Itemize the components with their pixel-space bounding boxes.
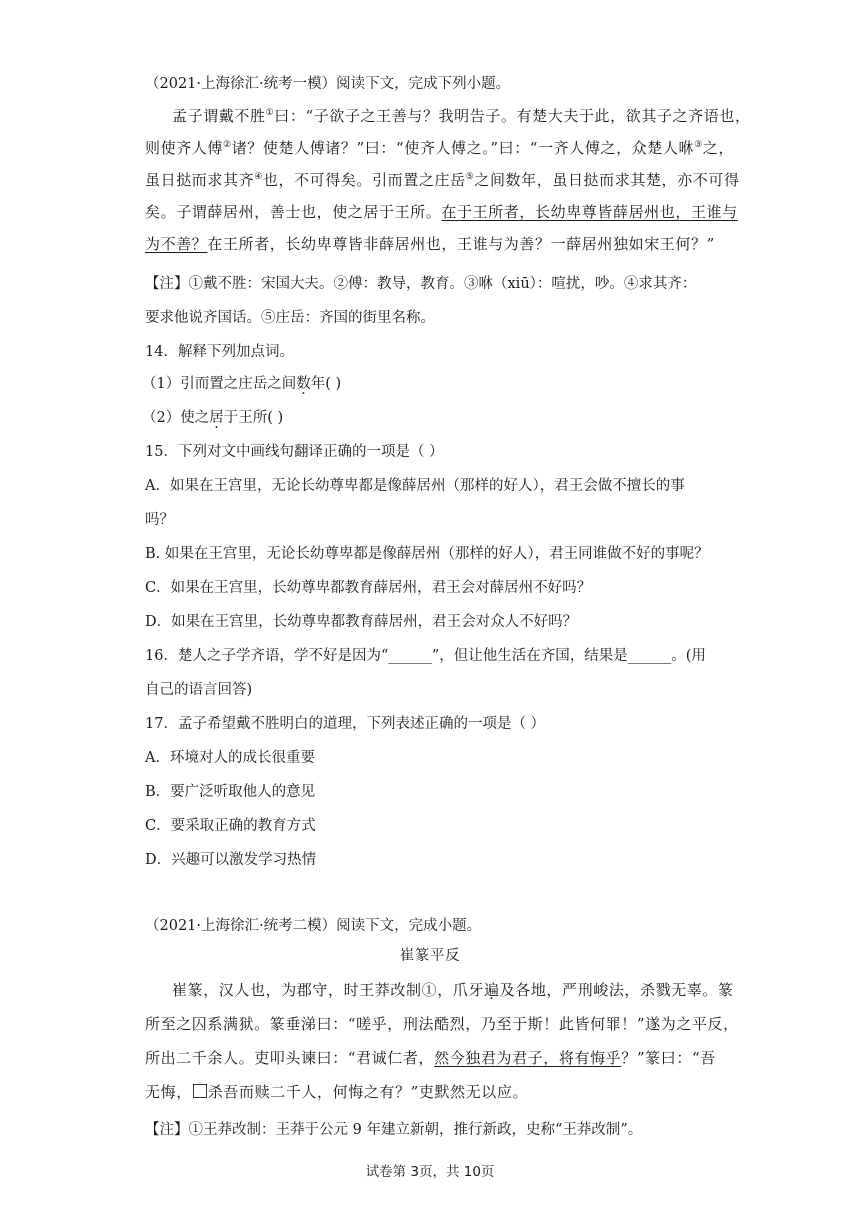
source-line-2: （2021·上海徐汇·统考二模）阅读下文，完成小题。 [145,918,482,934]
passage-line: 无悔， 杀吾而赎二千人，何悔之有？”吏默然无以应。 [145,1083,529,1101]
notes-line: 【注】①王莽改制：王莽于公元 9 年建立新朝，推行新政，史称“王莽改制”。 [145,1122,643,1138]
option-b: B. 如果在王宫里，无论长幼尊卑都是像薛居州（那样的好人），君王同谁做不好的事呢？ [145,546,709,562]
question-15-stem: 15．下列对文中画线句翻译正确的一项是（ ） [145,444,444,460]
question-16-line-1: 16．楚人之子学齐语，学不好是因为“______”，但让他生活在齐国，结果是______。(用 [145,648,706,664]
page-footer: 试卷第 3页，共 10页 [365,1164,495,1180]
passage-title: 崔篆平反 [399,948,461,964]
option-a: A．环境对人的成长很重要 [145,750,315,766]
dotted-word: 居 [209,410,224,426]
option-a-cont: 吗？ [145,512,174,528]
passage-line: 所出二千余人。吏叩头谏曰：“君诚仁者，然今独君为君子，将有悔乎？”篆曰：“吾 [145,1049,716,1067]
underlined-sentence: 为不善？ [145,235,208,253]
underlined-sentence: 在于王所者，长幼卑尊皆薛居州也，王谁与 [441,203,738,221]
passage-line: 为不善？在王所者，长幼卑尊皆非薛居州也，王谁与为善？一薛居州独如宋王何？” [145,235,715,253]
passage-line: 崔篆，汉人也，为郡守，时王莽改制①，爪牙遍及各地，严刑峻法，杀戮无辜。篆 [172,981,734,999]
question-16-line-2: 自己的语言回答) [145,682,253,698]
option-c: C．要采取正确的教育方式 [145,818,316,834]
notes-line: 要求他说齐国话。⑤庄岳：齐国的街里名称。 [145,310,435,326]
question-14-item-2: （2）使之居于王所( ) [142,410,284,426]
passage-line: 虽日挞而求其齐④也，不可得矣。引而置之庄岳⑤之间数年，虽日挞而求其楚，亦不可得 [145,171,740,189]
passage-line: 所至之囚系满狱。篆垂涕曰：“嗟乎，刑法酷烈，乃至于斯！此皆何罪！”遂为之平反， [145,1015,739,1033]
option-c: C．如果在王宫里，长幼尊卑都教育薛居州，君王会对薛居州不好吗？ [145,580,592,596]
question-14-stem: 14．解释下列加点词。 [145,344,294,360]
passage-line: 孟子谓戴不胜①曰：“子欲子之王善与？我明告子。有楚大夫于此，欲其子之齐语也， [172,107,751,125]
dotted-word: 遍 [484,981,500,999]
passage-line: 矣。子谓薛居州，善士也，使之居于王所。在于王所者，长幼卑尊皆薛居州也，王谁与 [145,203,738,221]
option-a: A．如果在王宫里，无论长幼尊卑都是像薛居州（那样的好人），君王会做不擅长的事 [145,478,685,494]
notes-line: 【注】①戴不胜：宋国大夫。②傅：教导，教育。③咻（xiū）：喧扰，吵。④求其齐： [145,276,697,292]
underlined-sentence: 然今独君为君子，将有悔乎 [434,1049,622,1067]
option-d: D．如果在王宫里，长幼尊卑都教育薛居州，君王会对众人不好吗？ [145,614,578,630]
blank-box [193,1084,207,1098]
option-b: B．要广泛听取他人的意见 [145,784,316,800]
question-14-item-1: （1）引而置之庄岳之间数年( ) [142,376,342,392]
option-d: D．兴趣可以激发学习热情 [145,852,317,868]
dotted-word: 数 [296,376,311,392]
passage-line: 则使齐人傅②诸？使楚人傅诸？”曰：“使齐人傅之。”曰：“一齐人傅之，众楚人咻③之， [145,139,734,157]
source-line-1: （2021·上海徐汇·统考一模）阅读下文，完成下列小题。 [145,76,511,92]
question-17-stem: 17．孟子希望戴不胜明白的道理，下列表述正确的一项是（ ） [145,716,546,732]
